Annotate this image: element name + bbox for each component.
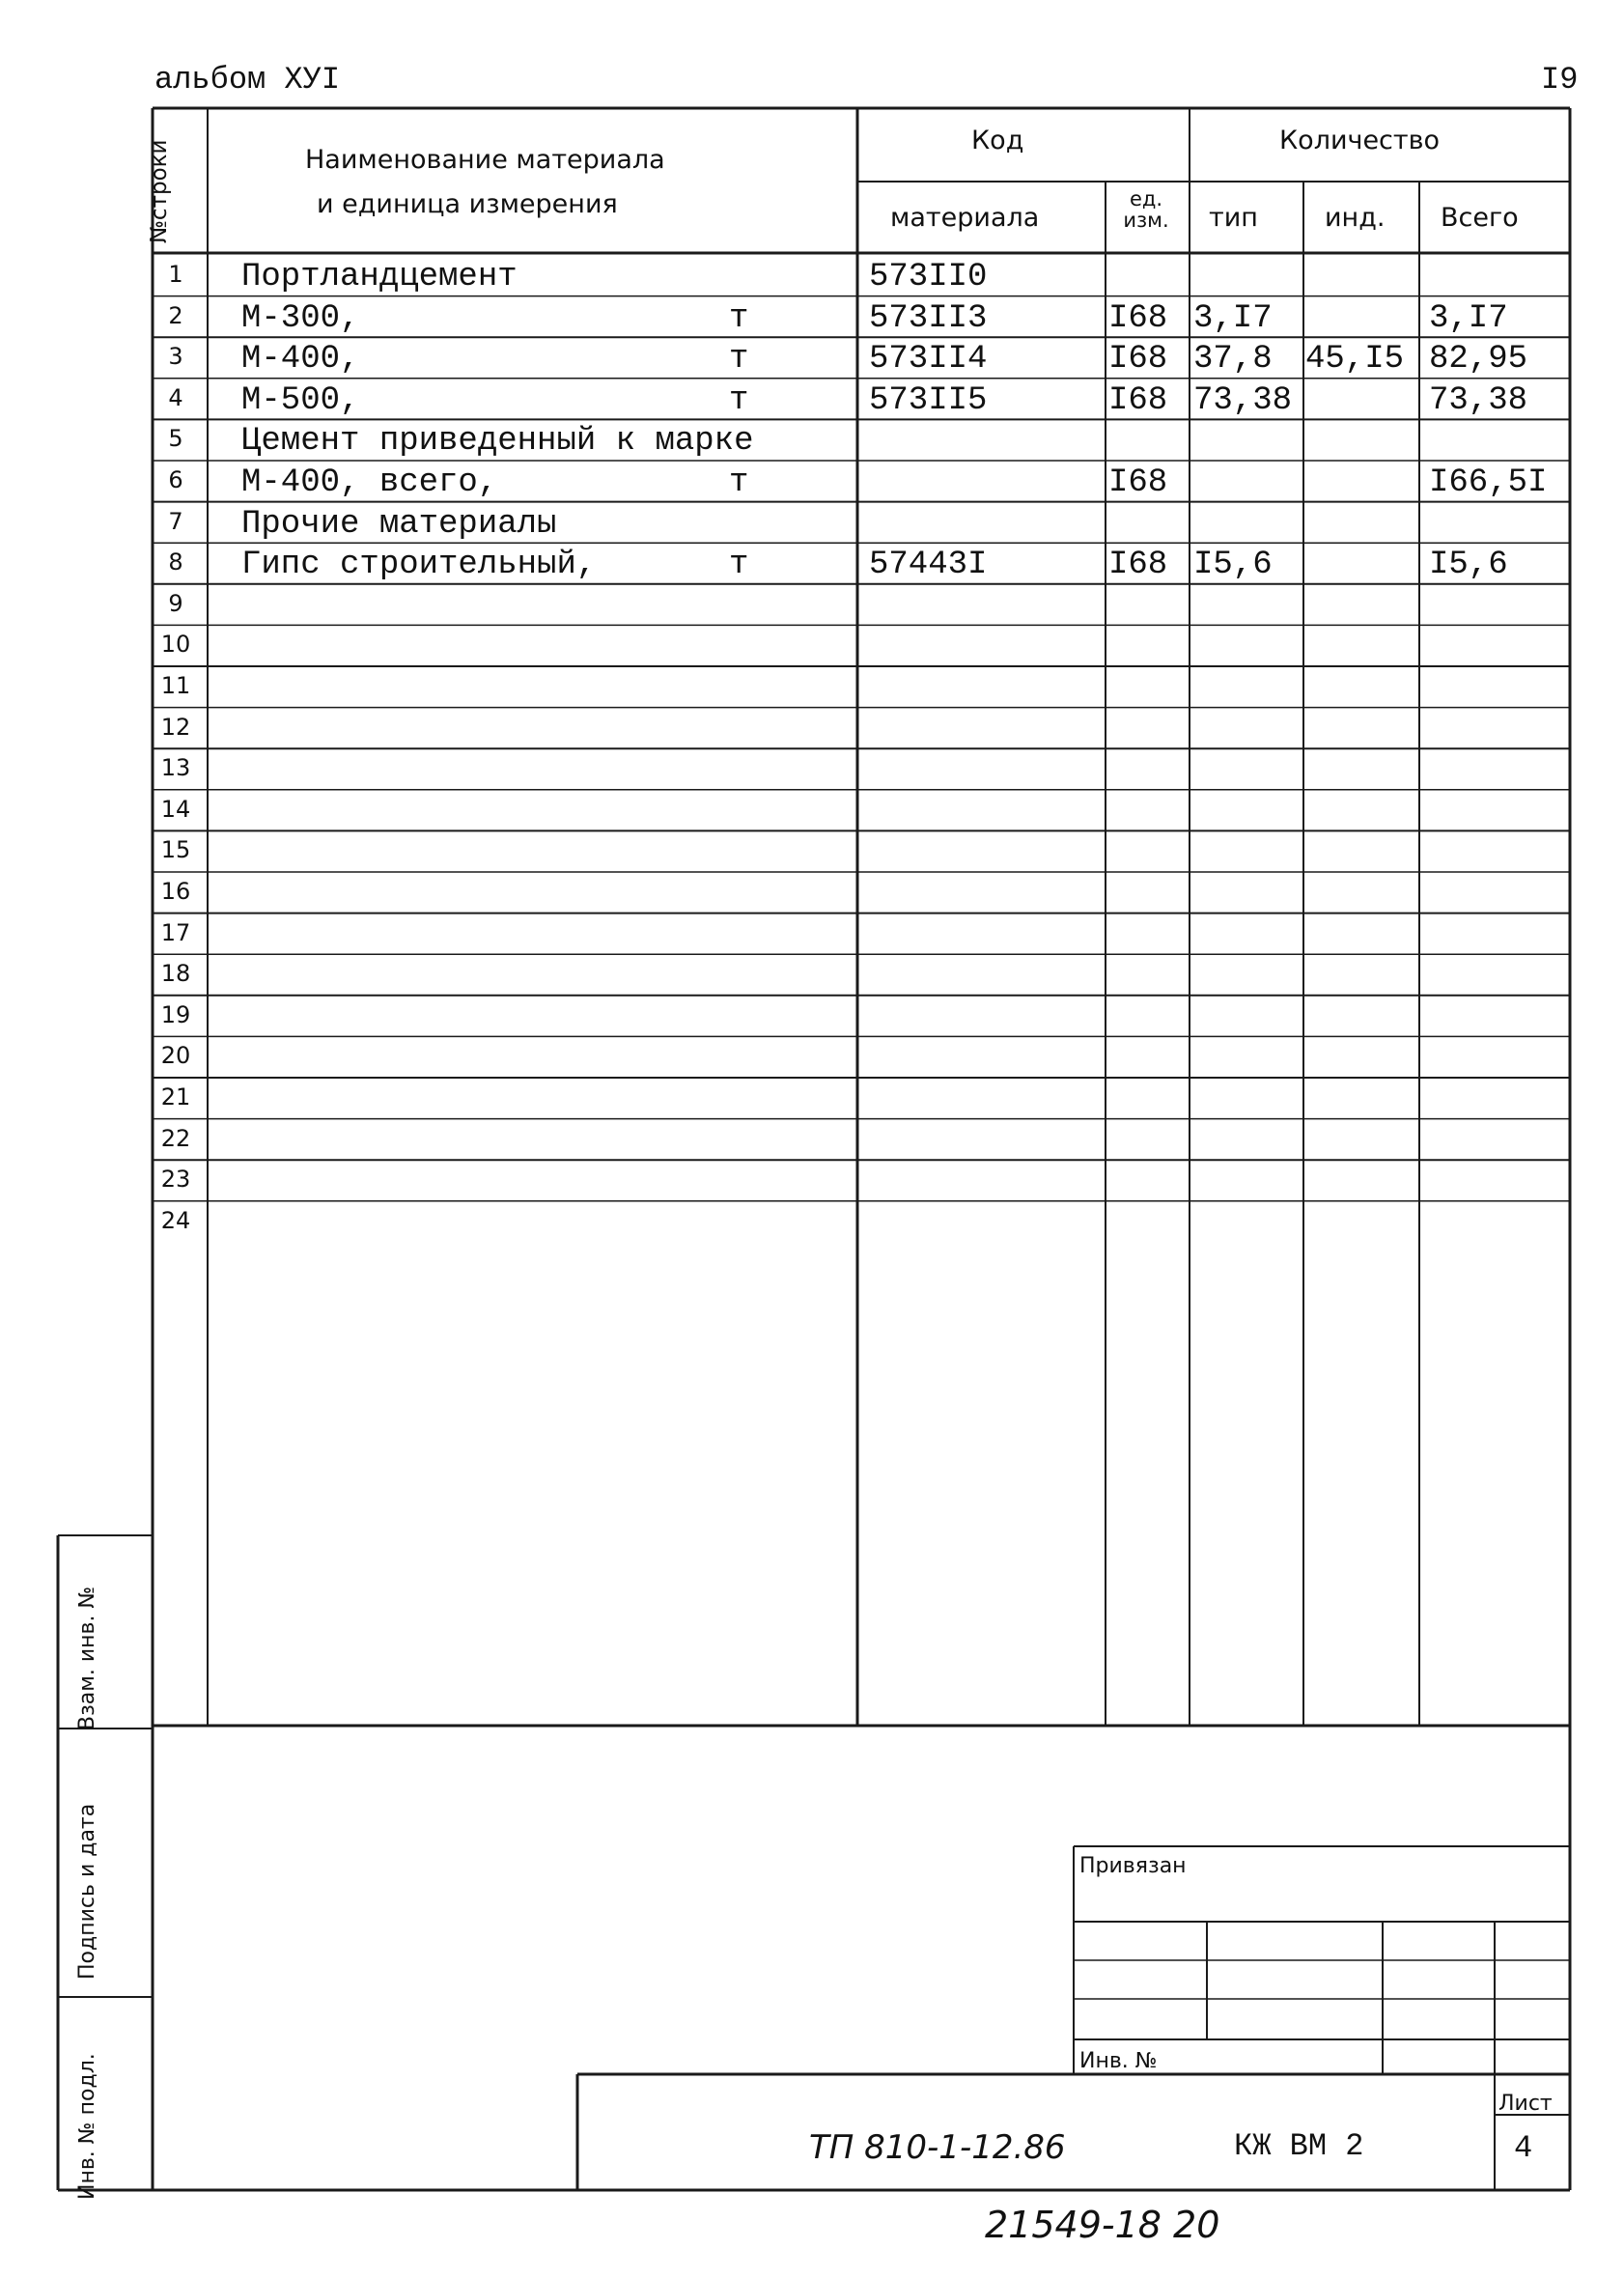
material-code: 573II4 (869, 341, 988, 379)
code-material-header: материала (890, 203, 1040, 233)
inv-podl-label: Инв. № подл. (75, 2053, 99, 2200)
row-number: 9 (168, 589, 183, 617)
table-row (0, 830, 1624, 872)
qty-type: 3,I7 (1193, 299, 1273, 337)
qty-group-header: Количество (1279, 126, 1441, 155)
row-number: 10 (160, 631, 191, 659)
name-header-line1: Наименование материала (305, 145, 665, 175)
material-code: 573II5 (869, 381, 988, 419)
table-row (0, 708, 1624, 749)
row-number: 3 (168, 343, 183, 371)
row-number-header: №строки (147, 139, 172, 243)
material-unit: т (729, 547, 749, 584)
table-row (0, 255, 1624, 296)
table-row (0, 1119, 1624, 1161)
row-number: 5 (168, 425, 183, 453)
material-code: 573II3 (869, 299, 988, 337)
table-row (0, 1160, 1624, 1201)
qty-type: 73,38 (1193, 381, 1293, 419)
doc-code: ТП 810-1-12.86 (809, 2128, 1066, 2167)
table-row (0, 419, 1624, 461)
material-code: 573II0 (869, 259, 988, 295)
table-row (0, 625, 1624, 666)
table-row (0, 1078, 1624, 1119)
unit-code: I68 (1108, 547, 1168, 584)
table-row (0, 461, 1624, 502)
row-number: 6 (168, 466, 183, 493)
table-row (0, 1036, 1624, 1078)
row-number: 13 (160, 754, 191, 782)
table-row (0, 872, 1624, 914)
inv-no-label: Инв. № (1079, 2049, 1158, 2073)
qty-ind: 45,I5 (1305, 341, 1405, 379)
material-name: М-300, (241, 299, 360, 337)
row-number: 7 (168, 507, 183, 535)
material-name: Прочие материалы (241, 505, 557, 543)
qty-type: 37,8 (1193, 341, 1273, 379)
row-number: 12 (160, 713, 191, 741)
row-number: 11 (160, 672, 191, 699)
table-row (0, 748, 1624, 790)
table-row (0, 914, 1624, 955)
unit-code: I68 (1108, 341, 1168, 379)
privyazan-label: Привязан (1079, 1854, 1187, 1878)
material-name: Гипс строительный, (241, 547, 597, 584)
row-number: 17 (160, 918, 191, 946)
qty-ind-header: инд. (1325, 203, 1386, 233)
material-unit: т (729, 464, 749, 501)
code-unit-header (1106, 188, 1187, 231)
row-number: 19 (160, 1000, 191, 1028)
row-number: 20 (160, 1042, 191, 1070)
qty-total: 82,95 (1429, 341, 1528, 379)
vzam-inv-label: Взам. инв. № (75, 1586, 99, 1730)
table-row (0, 790, 1624, 831)
material-unit: т (729, 381, 749, 419)
material-unit: т (729, 341, 749, 379)
row-number: 23 (160, 1166, 191, 1194)
code-group-header: Код (971, 126, 1024, 155)
qty-total-header: Всего (1441, 203, 1519, 233)
row-number: 16 (160, 878, 191, 905)
table-row (0, 543, 1624, 584)
name-header-line2: и единица измерения (317, 189, 618, 219)
row-number: 24 (160, 1206, 191, 1234)
qty-type: I5,6 (1193, 547, 1273, 584)
table-row (0, 954, 1624, 996)
row-number: 8 (168, 548, 183, 576)
row-number: 2 (168, 301, 183, 329)
podpis-data-label: Подпись и дата (75, 1803, 99, 1980)
code-unit-line2: изм. (1123, 209, 1169, 232)
sheet-number: 4 (1514, 2130, 1533, 2166)
list-label: Лист (1498, 2092, 1553, 2116)
table-row (0, 1201, 1624, 1243)
table-row (0, 379, 1624, 420)
row-number: 18 (160, 960, 191, 988)
table-row (0, 296, 1624, 338)
row-number: 21 (160, 1083, 191, 1110)
handwritten-number: 21549-18 20 (985, 2204, 1220, 2246)
row-number: 4 (168, 383, 183, 411)
table-row (0, 666, 1624, 708)
table-row (0, 584, 1624, 626)
material-name: Портландцемент (241, 259, 518, 295)
doc-mark: КЖ ВМ 2 (1234, 2128, 1364, 2164)
qty-total: I5,6 (1429, 547, 1508, 584)
material-name: М-400, (241, 341, 360, 379)
unit-code: I68 (1108, 299, 1168, 337)
album-label: альбом XУI (154, 62, 341, 98)
material-name: Цемент приведенный к марке (241, 423, 754, 461)
unit-code: I68 (1108, 381, 1168, 419)
row-number: 1 (168, 261, 183, 288)
row-number: 15 (160, 836, 191, 864)
qty-type-header: тип (1209, 203, 1258, 233)
table-row (0, 337, 1624, 379)
material-code: 57443I (869, 547, 988, 584)
code-unit-line1: ед. (1129, 187, 1163, 211)
qty-total: I66,5I (1429, 464, 1548, 501)
row-number: 14 (160, 795, 191, 823)
material-name: М-400, всего, (241, 464, 498, 501)
table-row (0, 502, 1624, 544)
material-unit: т (729, 299, 749, 337)
unit-code: I68 (1108, 464, 1168, 501)
page-number: I9 (1541, 62, 1579, 98)
material-name: М-500, (241, 381, 360, 419)
row-number: 22 (160, 1124, 191, 1152)
qty-total: 3,I7 (1429, 299, 1508, 337)
table-row (0, 996, 1624, 1037)
qty-total: 73,38 (1429, 381, 1528, 419)
